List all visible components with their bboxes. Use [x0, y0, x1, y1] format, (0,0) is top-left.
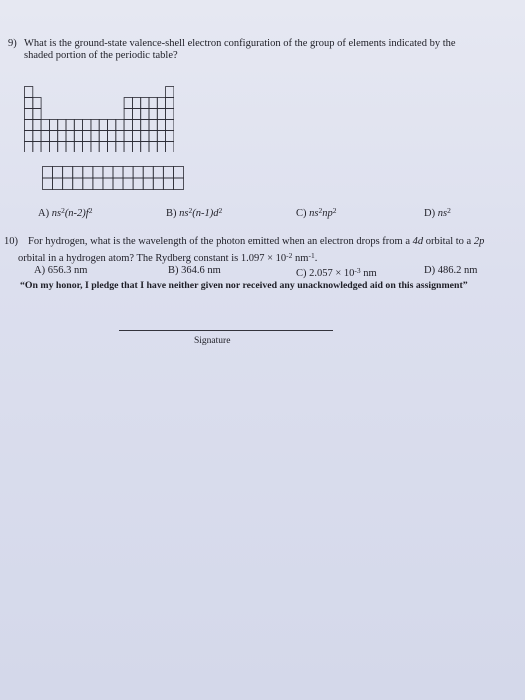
f-block-cell — [133, 167, 143, 179]
periodic-table-cell — [157, 109, 165, 120]
signature-label: Signature — [194, 336, 231, 346]
periodic-table-cell — [66, 142, 74, 153]
question-9-number: 9) — [8, 38, 17, 49]
question-9-choice-b[interactable]: B) $ns^2(n-1)d^2$ — [166, 206, 223, 219]
periodic-table-cell — [149, 98, 157, 109]
f-block-cell — [43, 167, 53, 179]
question-9-choice-d[interactable]: D) $ns^2$ — [424, 206, 451, 219]
f-block-cell — [143, 167, 153, 179]
periodic-table-cell — [157, 131, 165, 142]
question-9-choice-c[interactable]: C) $ns^2np^2$ — [296, 206, 337, 219]
periodic-table-cell — [99, 142, 107, 153]
periodic-table-cell — [25, 109, 33, 120]
periodic-table-cell — [124, 131, 132, 142]
periodic-table-cell — [157, 142, 165, 153]
f-block-cell — [73, 167, 83, 179]
periodic-table-cell — [149, 109, 157, 120]
f-block-cell — [143, 178, 153, 190]
periodic-table-cell — [49, 142, 57, 153]
periodic-table-cell — [58, 142, 66, 153]
periodic-table-cell — [149, 142, 157, 153]
periodic-table-cell — [66, 131, 74, 142]
periodic-table-cell — [166, 109, 174, 120]
f-block-cell — [63, 167, 73, 179]
signature-line[interactable] — [119, 330, 333, 331]
periodic-table-cell — [141, 120, 149, 131]
periodic-table-cell — [108, 131, 116, 142]
periodic-table-cell — [132, 98, 140, 109]
f-block-cell — [93, 178, 103, 190]
question-9-text-line-2: shaded portion of the periodic table? — [24, 50, 178, 61]
periodic-table-cell — [41, 120, 49, 131]
question-10-number: 10) — [4, 236, 18, 247]
question-10-choice-a[interactable]: A) 656.3 nm — [34, 265, 88, 276]
question-10-choice-c[interactable]: C) $2.057 \times 10^{-3}$ nm — [296, 266, 377, 279]
periodic-table-cell — [41, 131, 49, 142]
periodic-table-cell — [83, 142, 91, 153]
periodic-table-cell — [41, 142, 49, 153]
f-block-cell — [133, 178, 143, 190]
question-9-choice-a[interactable]: A) $ns^2(n-2)f^2$ — [38, 206, 93, 219]
periodic-table-cell — [141, 142, 149, 153]
periodic-table-cell — [166, 87, 174, 98]
periodic-table-cell — [132, 109, 140, 120]
periodic-table-cell — [74, 120, 82, 131]
f-block-cell — [163, 167, 173, 179]
periodic-table-cell — [116, 142, 124, 153]
question-9-text-line-1: What is the ground-state valence-shell electron configuration of the group of elements indicated by the — [24, 38, 456, 49]
periodic-table-cell — [58, 120, 66, 131]
periodic-table-cell — [108, 120, 116, 131]
periodic-table-cell — [124, 142, 132, 153]
f-block-cell — [103, 167, 113, 179]
periodic-table-cell — [74, 142, 82, 153]
periodic-table-cell — [83, 131, 91, 142]
f-block-cell — [83, 167, 93, 179]
f-block-cell — [123, 178, 133, 190]
periodic-table-cell — [149, 131, 157, 142]
question-10-text-line-2: orbital in a hydrogen atom? The Rydberg constant is $1.097 \times 10^{-2}$ $nm^{-1}$. — [18, 251, 318, 264]
periodic-table-cell — [25, 120, 33, 131]
periodic-table-cell — [33, 120, 41, 131]
periodic-table-cell — [108, 142, 116, 153]
f-block-cell — [63, 178, 73, 190]
f-block-cell — [73, 178, 83, 190]
periodic-table-cell — [149, 120, 157, 131]
question-10-text-line-1: For hydrogen, what is the wavelength of the photon emitted when an electron drops from a 4d orbital to a 2p — [28, 236, 485, 247]
f-block-cell — [153, 178, 163, 190]
periodic-table-cell — [25, 87, 33, 98]
f-block-cell — [113, 178, 123, 190]
periodic-table-cell — [132, 120, 140, 131]
periodic-table-cell — [124, 109, 132, 120]
periodic-table-cell — [91, 142, 99, 153]
periodic-table-cell — [25, 131, 33, 142]
periodic-table-cell — [141, 98, 149, 109]
periodic-table-cell — [132, 142, 140, 153]
periodic-table-cell — [99, 131, 107, 142]
periodic-table-cell — [157, 120, 165, 131]
question-10-choice-b[interactable]: B) 364.6 nm — [168, 265, 221, 276]
periodic-table-cell — [116, 131, 124, 142]
periodic-table-cell — [99, 120, 107, 131]
periodic-table-cell — [33, 109, 41, 120]
periodic-table-cell — [116, 120, 124, 131]
periodic-table-cell — [25, 98, 33, 109]
f-block-cell — [173, 167, 183, 179]
periodic-table-cell — [83, 120, 91, 131]
periodic-table-cell — [141, 109, 149, 120]
periodic-table-outline — [24, 86, 174, 152]
periodic-table-cell — [166, 120, 174, 131]
f-block-cell — [153, 167, 163, 179]
f-block-cell — [123, 167, 133, 179]
periodic-table-cell — [166, 131, 174, 142]
periodic-table-cell — [49, 131, 57, 142]
periodic-table-cell — [91, 120, 99, 131]
periodic-table-cell — [33, 142, 41, 153]
f-block-cell — [53, 167, 63, 179]
f-block-cell — [53, 178, 63, 190]
periodic-table-cell — [33, 131, 41, 142]
periodic-table-cell — [132, 131, 140, 142]
f-block-cell — [43, 178, 53, 190]
periodic-table-cell — [49, 120, 57, 131]
periodic-table-cell — [141, 131, 149, 142]
periodic-table-cell — [157, 98, 165, 109]
f-block-cell — [103, 178, 113, 190]
periodic-table-cell — [66, 120, 74, 131]
periodic-table-cell — [25, 142, 33, 153]
periodic-table-cell — [91, 131, 99, 142]
f-block-cell — [83, 178, 93, 190]
periodic-table-cell — [33, 98, 41, 109]
f-block-cell — [113, 167, 123, 179]
f-block-outline — [42, 166, 184, 190]
periodic-table-cell — [166, 98, 174, 109]
periodic-table-cell — [166, 142, 174, 153]
periodic-table-cell — [124, 98, 132, 109]
f-block-cell — [173, 178, 183, 190]
question-10-choice-d[interactable]: D) 486.2 nm — [424, 265, 478, 276]
honor-pledge: “On my honor, I pledge that I have neither given nor received any unacknowledged aid on this assignment” — [20, 280, 468, 291]
periodic-table-cell — [124, 120, 132, 131]
periodic-table-cell — [74, 131, 82, 142]
periodic-table-cell — [58, 131, 66, 142]
f-block-cell — [93, 167, 103, 179]
f-block-cell — [163, 178, 173, 190]
